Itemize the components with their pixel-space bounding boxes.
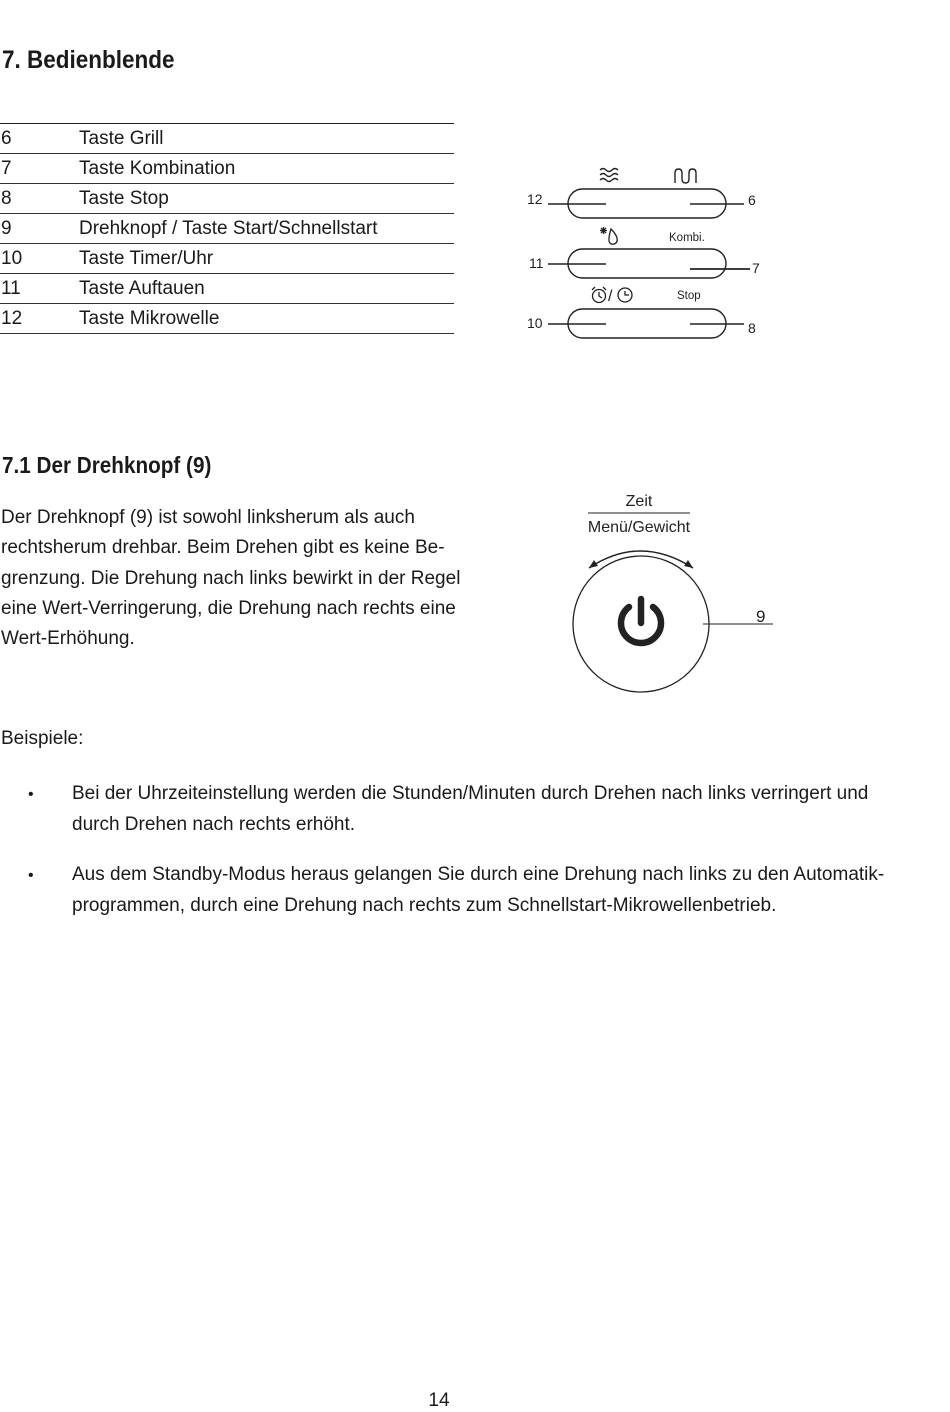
timer-slash: / xyxy=(608,288,613,305)
kombi-label: Kombi. xyxy=(669,232,705,244)
callout-number: 9 xyxy=(756,607,766,626)
callout-number: 12 xyxy=(527,191,543,207)
paragraph-line: Der Drehknopf (9) ist sowohl linksherum als auch xyxy=(1,507,415,528)
subsection-title: 7.1 Der Drehknopf (9) xyxy=(2,452,212,478)
examples-label: Beispiele: xyxy=(1,728,84,749)
legend-label: Taste Grill xyxy=(79,124,454,154)
example-line: durch Drehen nach rechts erhöht. xyxy=(72,814,356,835)
legend-table xyxy=(0,123,454,334)
paragraph-line: rechtsherum drehbar. Beim Drehen gibt es keine Be- xyxy=(1,537,445,559)
legend-number: 11 xyxy=(0,274,79,304)
knob-label-time: Zeit xyxy=(625,493,653,510)
callout-number: 10 xyxy=(527,315,543,331)
legend-number: 9 xyxy=(0,214,79,244)
bullet-icon: • xyxy=(28,867,34,884)
arrow-right-icon xyxy=(684,560,693,568)
microwave-waves-icon xyxy=(600,169,618,182)
knob-diagram xyxy=(560,486,790,701)
example-line: programmen, durch eine Drehung nach rechts zum Schnellstart-Mikrowellenbetrieb. xyxy=(72,895,777,916)
legend-label: Taste Kombination xyxy=(79,154,454,184)
example-line: Aus dem Standby-Modus heraus gelangen Sie durch eine Drehung nach links zu den Automatik- xyxy=(72,864,885,885)
paragraph-line: grenzung. Die Drehung nach links bewirkt in der Regel xyxy=(1,567,461,589)
legend-label: Taste Timer/Uhr xyxy=(79,244,454,274)
example-item xyxy=(72,778,902,840)
bullet-icon: • xyxy=(28,786,34,803)
example-item xyxy=(72,859,902,921)
knob-description xyxy=(1,503,471,654)
legend-label: Taste Mikrowelle xyxy=(79,304,454,334)
arrow-left-icon xyxy=(589,560,598,568)
legend-number: 7 xyxy=(0,154,79,184)
paragraph-line: Wert-Erhöhung. xyxy=(1,628,135,650)
grill-icon xyxy=(675,169,696,183)
legend-label: Taste Stop xyxy=(79,184,454,214)
page-number: 14 xyxy=(428,1390,450,1411)
stop-label: Stop xyxy=(677,290,701,302)
clock-icon xyxy=(618,288,632,302)
legend-row xyxy=(0,214,454,244)
callout-number: 7 xyxy=(752,260,760,276)
defrost-icon xyxy=(600,227,617,244)
legend-number: 10 xyxy=(0,244,79,274)
callout-number: 11 xyxy=(529,255,544,271)
legend-row xyxy=(0,274,454,304)
knob-label-menu-weight: Menü/Gewicht xyxy=(587,519,691,536)
legend-row xyxy=(0,244,454,274)
paragraph-line: eine Wert-Verringerung, die Drehung nach rechts eine xyxy=(1,597,456,619)
legend-row xyxy=(0,184,454,214)
legend-row xyxy=(0,124,454,154)
legend-number: 12 xyxy=(0,304,79,334)
callout-number: 8 xyxy=(748,320,756,336)
callout-number: 6 xyxy=(748,192,756,208)
legend-label: Taste Auftauen xyxy=(79,274,454,304)
legend-label: Drehknopf / Taste Start/Schnellstart xyxy=(79,214,454,244)
legend-row xyxy=(0,154,454,184)
control-panel-diagram xyxy=(510,155,790,345)
section-title: 7. Bedienblende xyxy=(2,46,175,74)
legend-number: 8 xyxy=(0,184,79,214)
legend-row xyxy=(0,304,454,334)
example-line: Bei der Uhrzeiteinstellung werden die Stunden/Minuten durch Drehen nach links verringert und xyxy=(72,783,869,804)
legend-number: 6 xyxy=(0,124,79,154)
alarm-clock-icon xyxy=(592,287,606,303)
